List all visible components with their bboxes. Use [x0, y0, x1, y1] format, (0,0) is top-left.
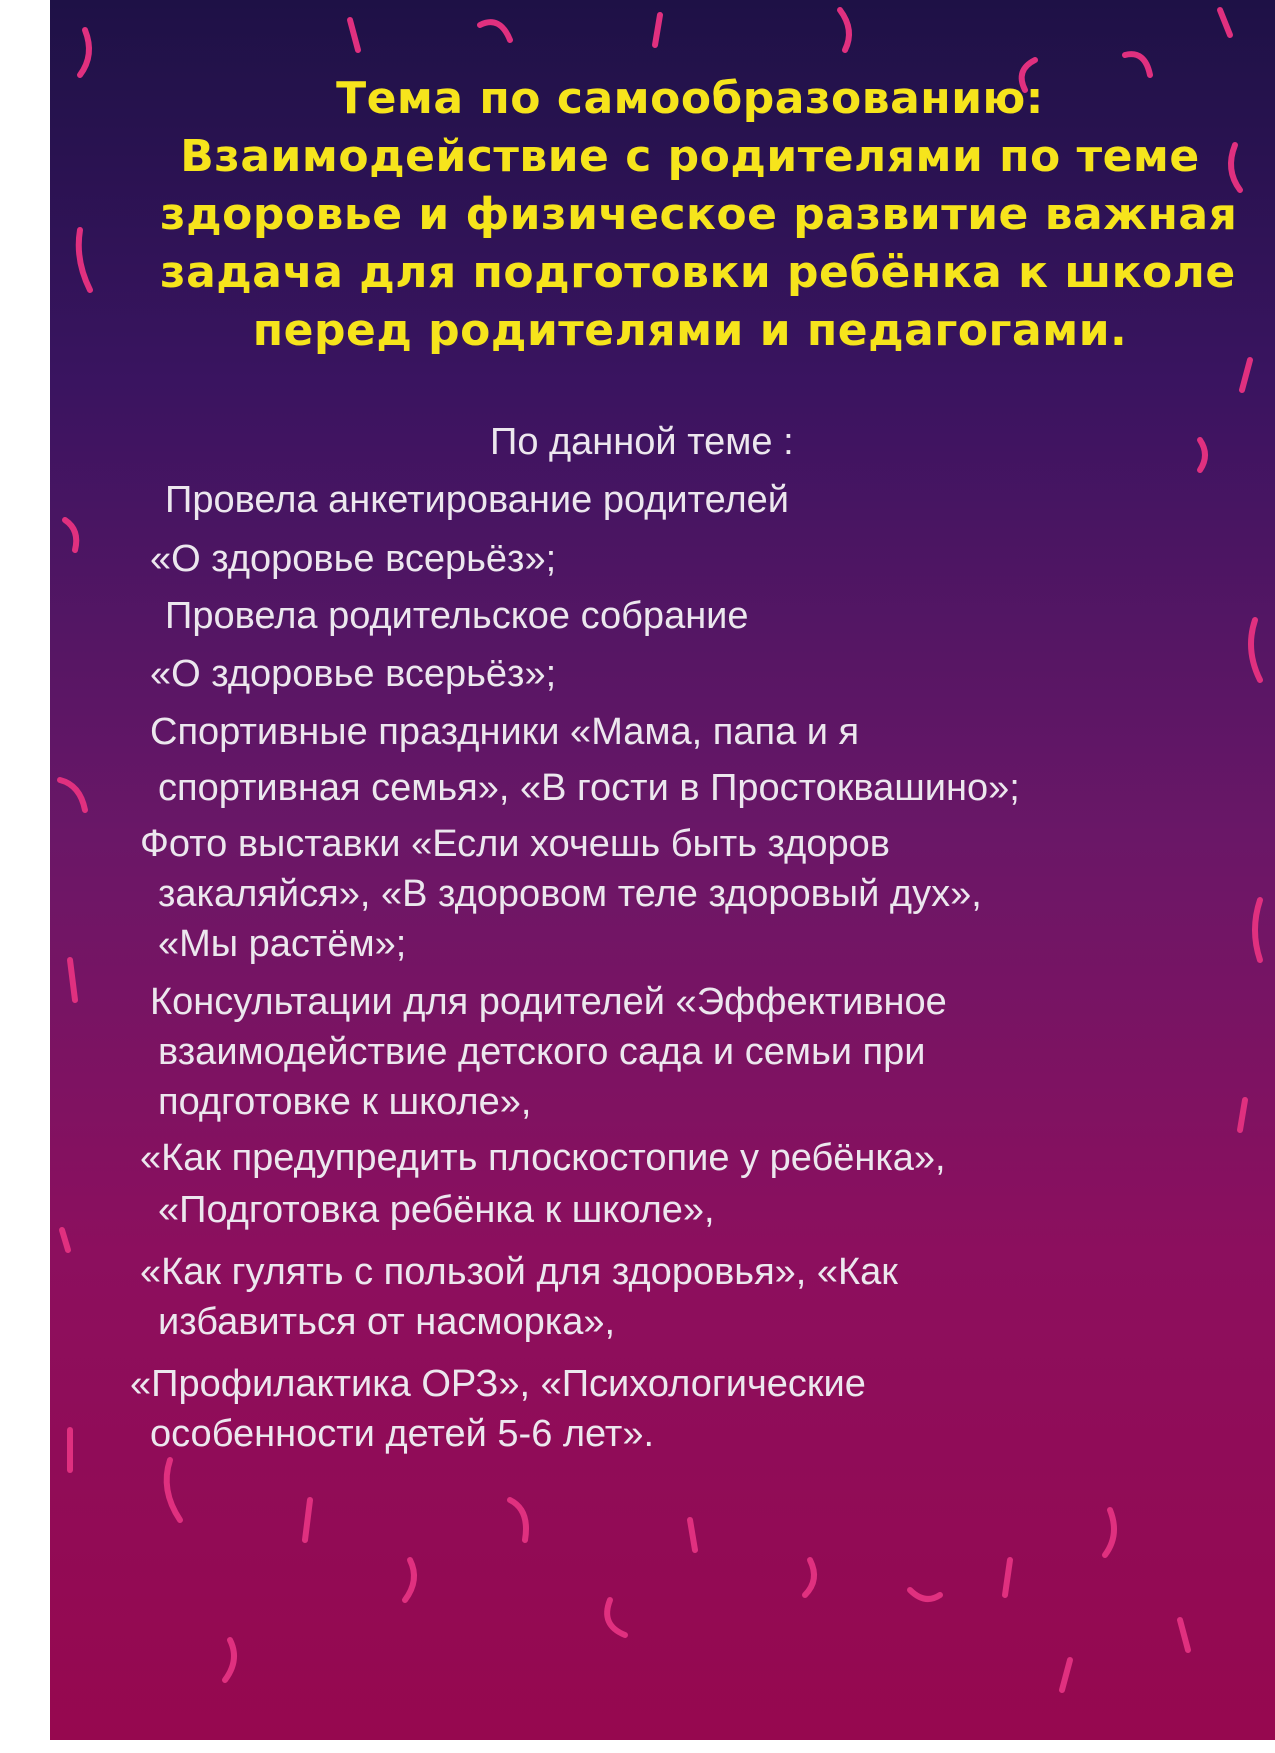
heading-line: задача для подготовки ребёнка к школе [160, 247, 1236, 298]
activities-list [50, 0, 1275, 1740]
list-line: «Как гулять с пользой для здоровья», «Как [140, 1251, 898, 1293]
list-line: Фото выставки «Если хочешь быть здоров [140, 823, 890, 865]
list-line: «Профилактика ОРЗ», «Психологические [130, 1363, 866, 1405]
heading-line: здоровье и физическое развитие важная [160, 189, 1238, 240]
list-line: «Как предупредить плоскостопие у ребёнка», [140, 1137, 946, 1179]
poster [50, 0, 1275, 1740]
list-line: «Мы растём»; [158, 923, 407, 965]
list-line: закаляйся», «В здоровом теле здоровый дух», [158, 873, 982, 915]
intro-line: По данной теме : [490, 421, 794, 463]
list-line: Провела родительское собрание [165, 595, 749, 637]
list-line: «О здоровье всерьёз»; [150, 653, 557, 695]
list-line: спортивная семья», «В гости в Простоквашино»; [158, 767, 1020, 809]
list-line: Спортивные праздники «Мама, папа и я [150, 711, 860, 753]
list-line: Провела анкетирование родителей [165, 479, 790, 521]
list-line: «Подготовка ребёнка к школе», [158, 1189, 715, 1231]
heading-line: Взаимодействие с родителями по теме [180, 131, 1200, 182]
list-line: особенности детей 5-6 лет». [150, 1413, 655, 1455]
list-line: избавиться от насморка», [158, 1301, 616, 1343]
heading-line: перед родителями и педагогами. [252, 305, 1128, 356]
list-line: Консультации для родителей «Эффективное [150, 981, 947, 1023]
heading-line: Тема по самообразованию: [336, 73, 1044, 124]
list-line: «О здоровье всерьёз»; [150, 538, 557, 580]
list-line: подготовке к школе», [158, 1081, 532, 1123]
list-line: взаимодействие детского сада и семьи при [158, 1031, 926, 1073]
